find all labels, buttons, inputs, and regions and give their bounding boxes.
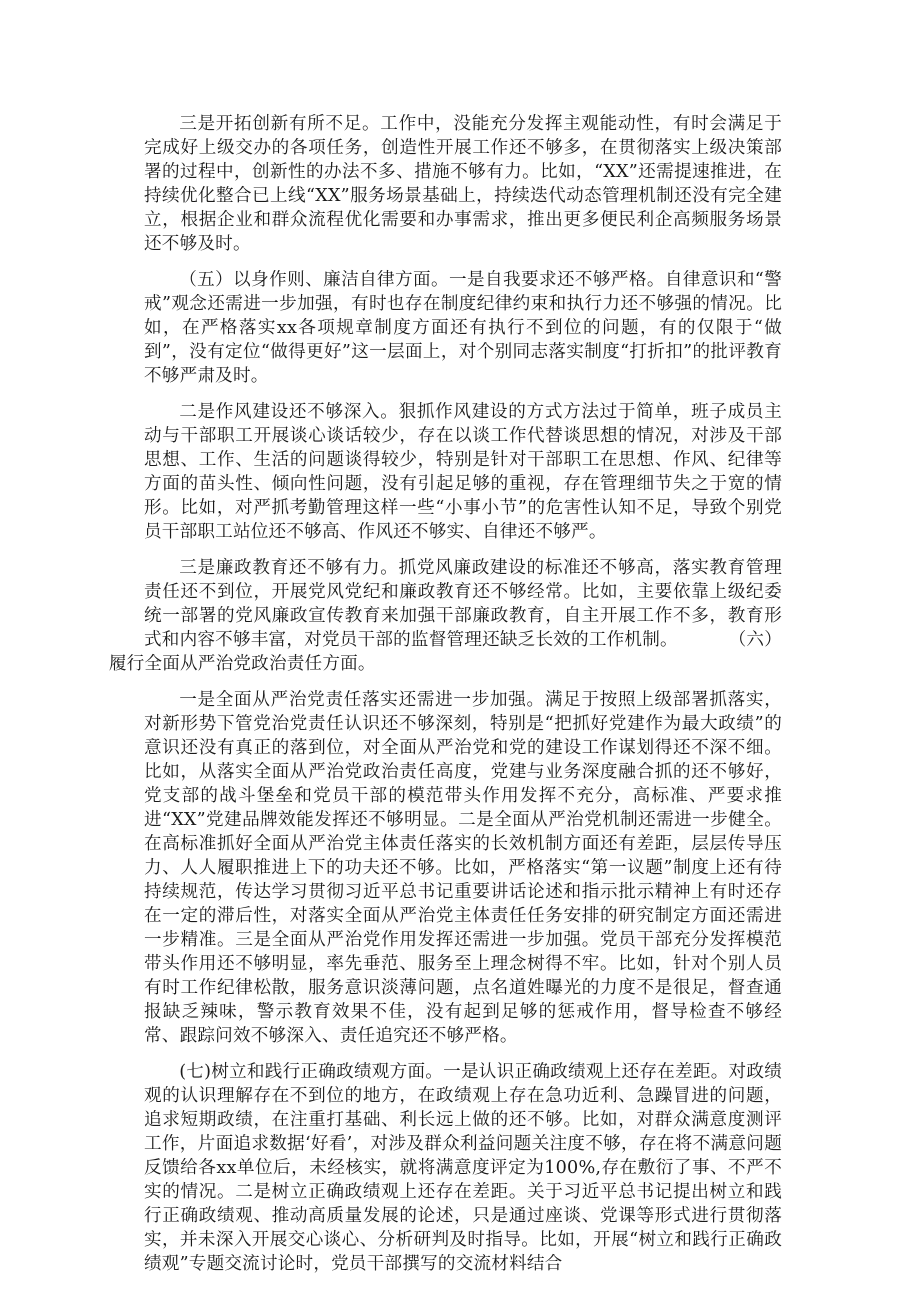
- section-six-heading: 履行全面从严治党政治责任方面。: [108, 654, 376, 674]
- paragraph-work-style: 二是作风建设还不够深入。狠抓作风建设的方式方法过于简单，班子成员主动与干部职工开展谈心谈话较少，存在以谈工作代替谈思想的情况，对涉及干部思想、工作、生活的问题谈得较少，特别是针对干部职工在思想、作风、纪律等方面的苗头性、倾向性问题，没有引起足够的重视，存在管理细节失之于宽的情形。比如，对严抓考勤管理这样一些“小事小节”的危害性认知不足，导致个别党员干部职工站位还不够高、作风还不够实、自律还不够严。: [144, 402, 782, 542]
- paragraph-clean-governance-text: 三是廉政教育还不够有力。抓党风廉政建设的标准还不够高，落实教育管理责任还不到位，开展党风党纪和廉政教育还不够经常。比如，主要依靠上级纪委统一部署的党风廉政宣传教育来加强干部廉政教育，自主开展工作不多，教育形式和内容不够丰富，对党员干部的监督管理还缺乏长效的工作机制。: [144, 558, 782, 650]
- section-six-number: （六）: [728, 630, 782, 650]
- paragraph-party-discipline: 一是全面从严治党责任落实还需进一步加强。满足于按照上级部署抓落实，对新形势下管党治党责任认识还不够深刻，特别是“把抓好党建作为最大政绩”的意识还没有真正的落到位，对全面从严治党和党的建设工作谋划得还不深不细。比如，从落实全面从严治党政治责任高度，党建与业务深度融合抓的还不够好，党支部的战斗堡垒和党员干部的模范带头作用发挥不充分，高标准、严要求推进“XX”党建品牌效能发挥还不够明显。二是全面从严治党机制还需进一步健全。在高标准抓好全面从严治党主体责任落实的长效机制方面还有差距，层层传导压力、人人履职推进上下的功夫还不够。比如，严格落实“第一议题”制度上还有待持续规范，传达学习贯彻习近平总书记重要讲话论述和指示批示精神上有时还存在一定的滞后性，对落实全面从严治党主体责任任务安排的研究制定方面还需进一步精准。三是全面从严治党作用发挥还需进一步加强。党员干部充分发挥模范带头作用还不够明显，率先垂范、服务至上理念树得不牢。比如，针对个别人员有时工作纪律松散，服务意识淡薄问题，点名道姓曝光的力度不是很足，督查通报缺乏辣味，警示教育效果不佳，没有起到足够的惩戒作用，督导检查不够经常、跟踪问效不够深入、责任追究还不够严格。: [144, 690, 782, 1046]
- paragraph-innovation: 三是开拓创新有所不足。工作中，没能充分发挥主观能动性，有时会满足于完成好上级交办的各项任务，创造性开展工作还不够多，在贯彻落实上级决策部署的过程中，创新性的办法不多、措施不够有力。比如，“XX”还需提速推进，在持续优化整合已上线“XX”服务场景基础上，持续迭代动态管理机制还没有完全建立，根据企业和群众流程优化需要和办事需求，推出更多便民利企高频服务场景还不够及时。: [144, 114, 782, 254]
- paragraph-section-seven: (七)树立和践行正确政绩观方面。一是认识正确政绩观上还存在差距。对政绩观的认识理解存在不到位的地方，在政绩观上存在急功近利、急躁冒进的问题，追求短期政绩，在注重打基础、利长远上做的还不够。比如，对群众满意度测评工作，片面追求数据‘好看’，对涉及群众利益问题关注度不够，存在将不满意问题反馈给各xx单位后，未经核实，就将满意度评定为100%,存在敷衍了事、不严不实的情况。二是树立正确政绩观上还存在差距。关于习近平总书记提出树立和践行正确政绩观、推动高质量发展的论述，只是通过座谈、党课等形式进行贯彻落实，并未深入开展交心谈心、分析研判及时指导。比如，开展“树立和践行正确政绩观”专题交流讨论时，党员干部撰写的交流材料结合: [144, 1062, 782, 1274]
- paragraph-section-five: （五）以身作则、廉洁自律方面。一是自我要求还不够严格。自律意识和“警戒”观念还需进一步加强，有时也存在制度纪律约束和执行力还不够强的情况。比如，在严格落实xx各项规章制度方面还有执行不到位的问题，有的仅限于“做到”，没有定位“做得更好”这一层面上，对个别同志落实制度“打折扣”的批评教育不够严肃及时。: [144, 270, 782, 386]
- paragraph-clean-governance: [108, 556, 782, 676]
- document-page: [108, 112, 782, 1288]
